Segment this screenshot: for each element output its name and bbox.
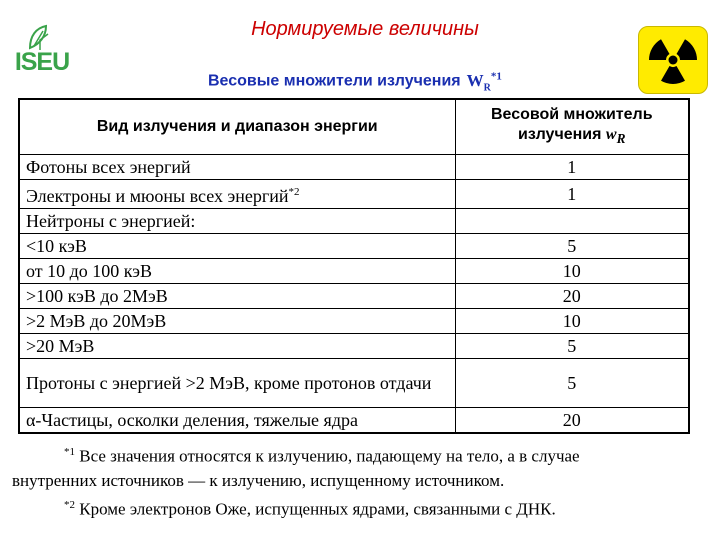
footnote-1-continued: внутренних источников — к излучению, испущенному источником.: [12, 470, 505, 490]
caption-text: Весовые множители излучения: [208, 72, 461, 90]
column-header-type: Вид излучения и диапазон энергии: [19, 99, 455, 155]
row-label: от 10 до 100 кэВ: [19, 259, 455, 284]
radiation-trefoil-icon: [639, 27, 707, 93]
radiation-weight-table: [18, 98, 690, 434]
table-row: [19, 284, 689, 309]
row-label: α-Частицы, осколки деления, тяжелые ядра: [19, 408, 455, 434]
table-caption: [208, 70, 608, 93]
row-value: 5: [455, 234, 689, 259]
row-value: 5: [455, 334, 689, 359]
footnotes: [12, 440, 712, 521]
row-value: 10: [455, 309, 689, 334]
table-row: [19, 209, 689, 234]
column-header-factor: Весовой множитель излучения $w_R$: [455, 99, 689, 155]
table-header-row: [19, 99, 689, 155]
table-row: [19, 259, 689, 284]
row-value: 5: [455, 359, 689, 408]
row-value: 1: [455, 155, 689, 180]
caption-symbol: $W_R^{*1}$: [466, 70, 502, 94]
table-row: [19, 359, 689, 408]
row-label: Протоны с энергией >2 МэВ, кроме протонов отдачи: [19, 359, 455, 408]
table-row: [19, 408, 689, 434]
table-row: [19, 334, 689, 359]
iseu-logo-icon: [10, 22, 74, 88]
table-row: [19, 309, 689, 334]
row-label: <10 кэВ: [19, 234, 455, 259]
row-label: Электроны и мюоны всех энергий$^{*2}$: [19, 180, 455, 209]
row-value: [455, 209, 689, 234]
table-row: [19, 234, 689, 259]
row-value: 20: [455, 284, 689, 309]
row-label: >100 кэВ до 2МэВ: [19, 284, 455, 309]
row-value: 1: [455, 180, 689, 209]
slide-title: Нормируемые величины: [251, 18, 479, 40]
table-row: [19, 155, 689, 180]
footnote-1: $^{*1}$ Все значения относятся к излучению, падающему на тело, а в случае: [64, 446, 580, 466]
row-label: Фотоны всех энергий: [19, 155, 455, 180]
row-label: >2 МэВ до 20МэВ: [19, 309, 455, 334]
row-label: Нейтроны с энергией:: [19, 209, 455, 234]
radiation-sign: [638, 26, 708, 94]
row-label: >20 МэВ: [19, 334, 455, 359]
row-value: 10: [455, 259, 689, 284]
table-row: [19, 180, 689, 209]
footnote-2: $^{*2}$ Кроме электронов Оже, испущенных ядрами, связанными с ДНК.: [64, 498, 556, 519]
logo-text: ISEU: [14, 48, 70, 76]
row-value: 20: [455, 408, 689, 434]
